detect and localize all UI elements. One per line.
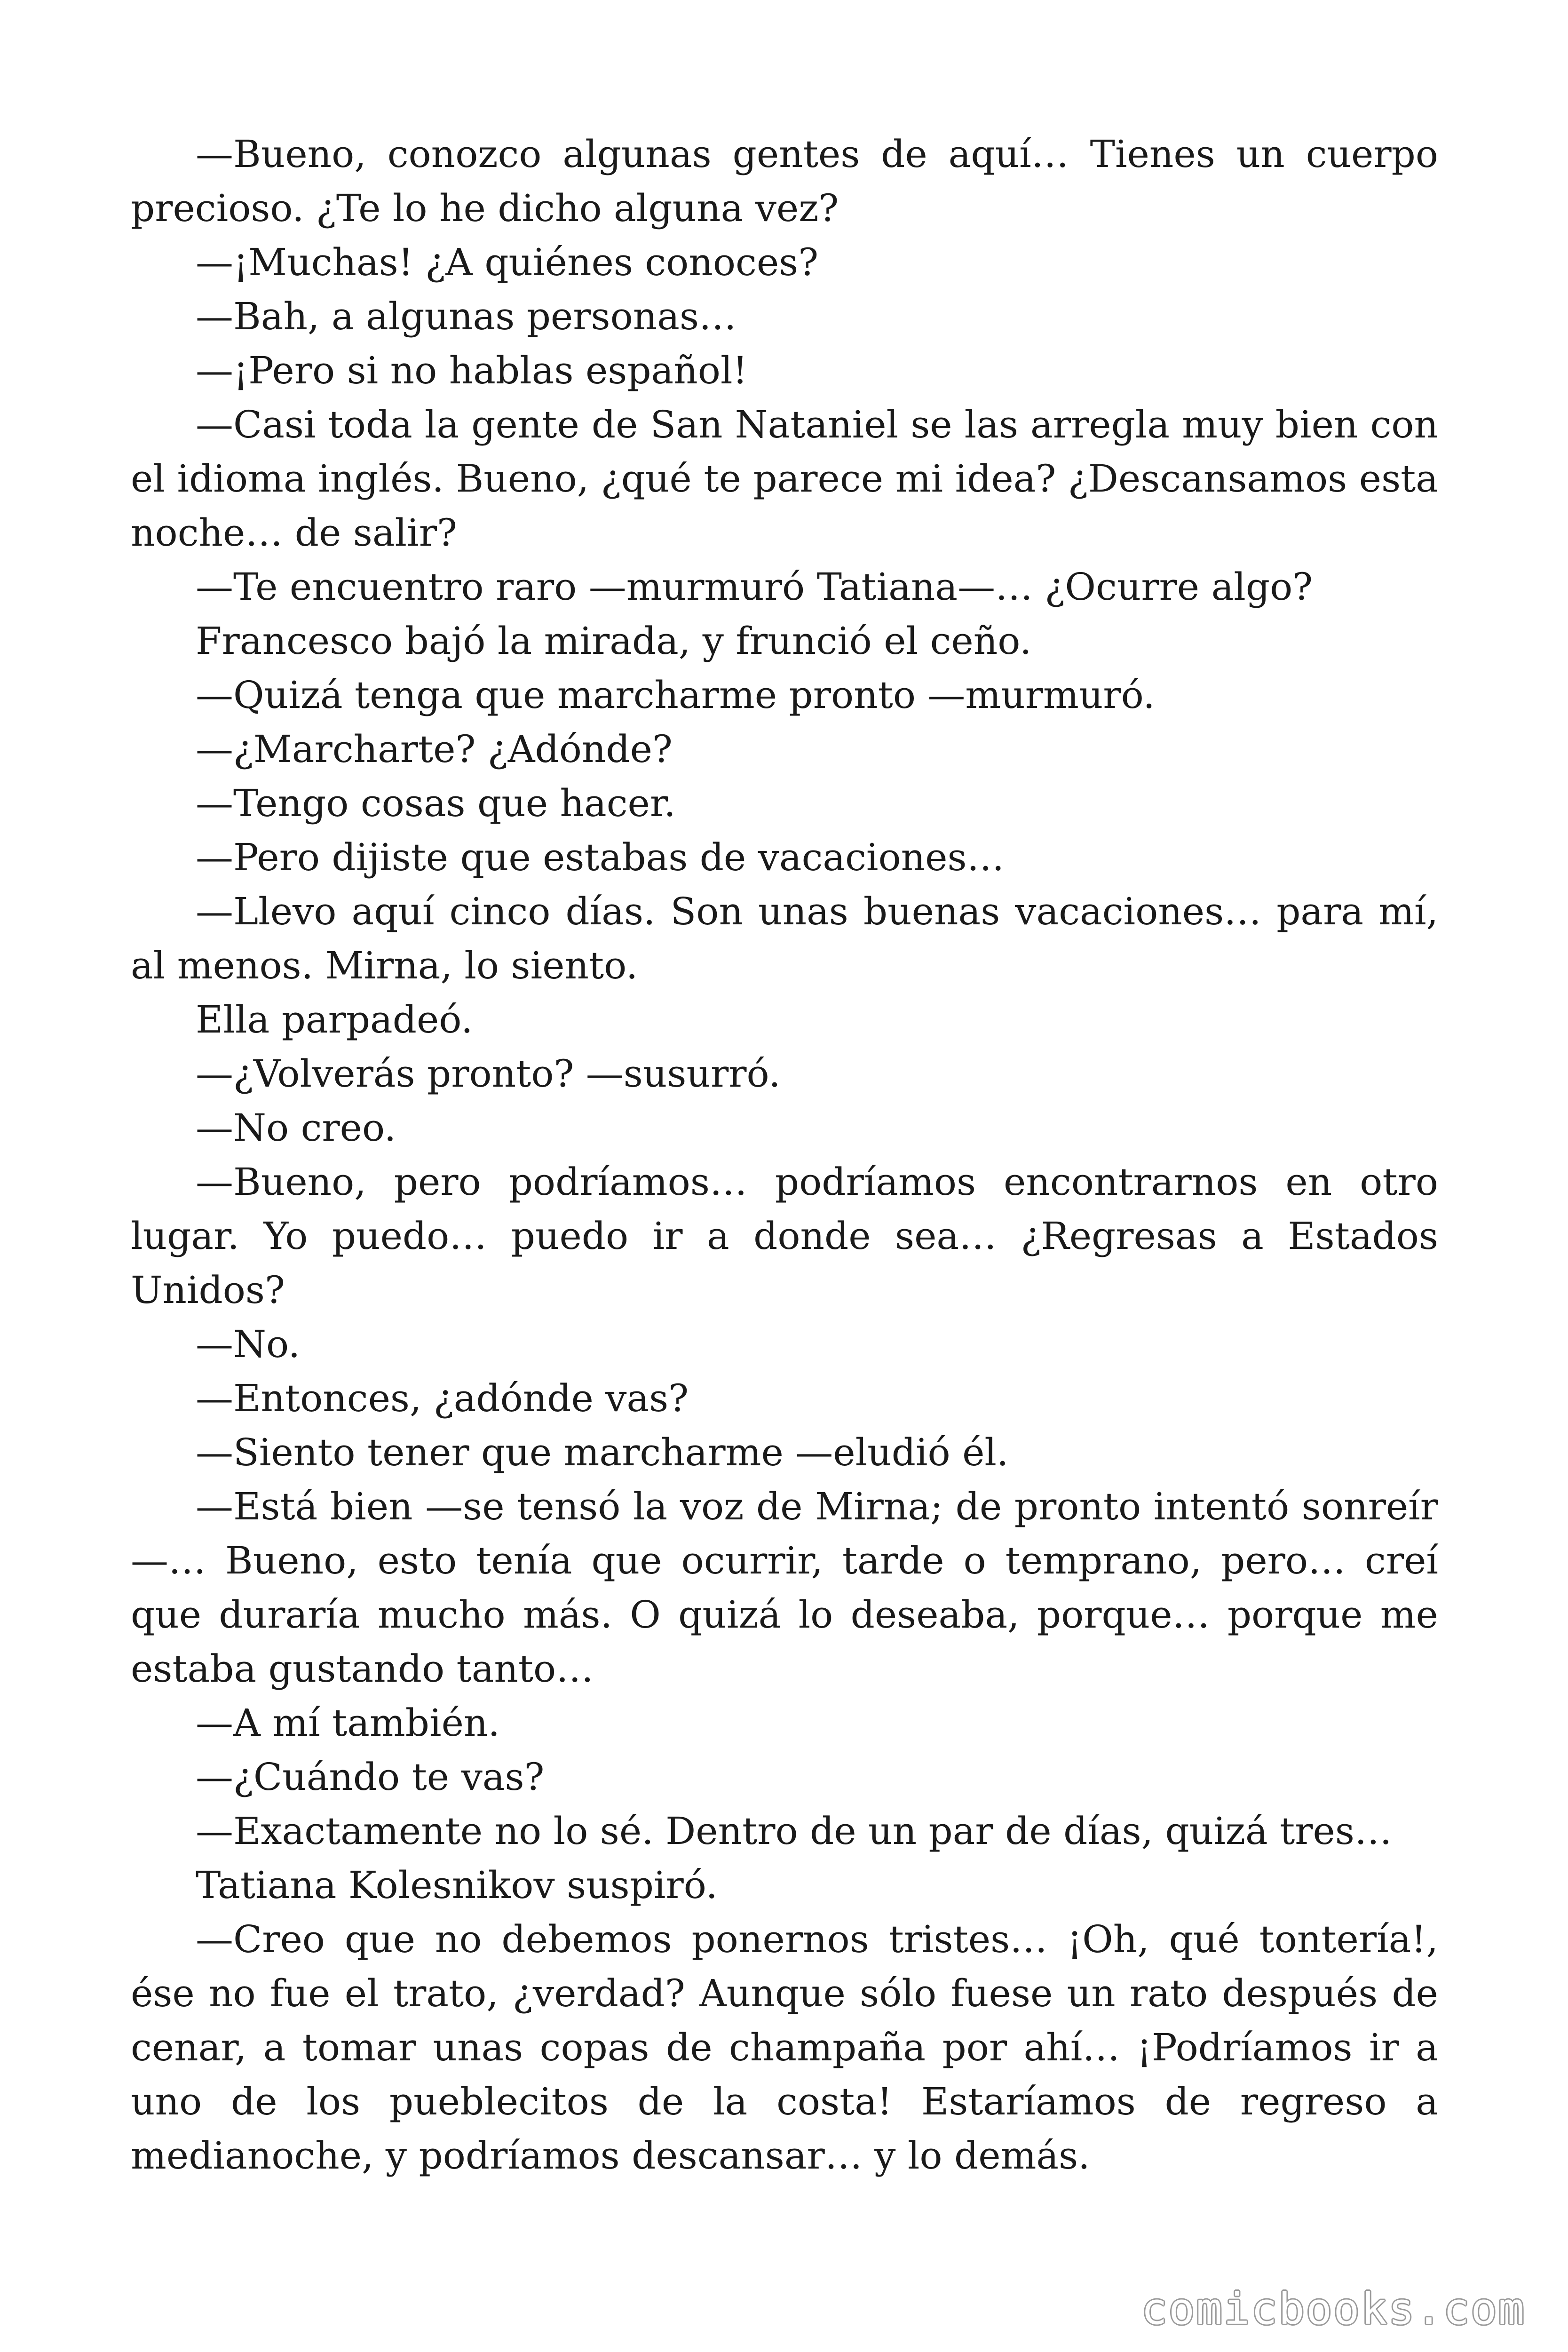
paragraph: —Bueno, conozco algunas gentes de aquí… Tienes un cuerpo precioso. ¿Te lo he dicho alguna vez? [131, 132, 1438, 230]
paragraph: —Está bien —se tensó la voz de Mirna; de pronto intentó sonreír —… Bueno, esto tenía que ocurrir, tarde o temprano, pero… creí que duraría mucho más. O quizá lo deseaba, porque… porque me estaba gustando tanto… [131, 1485, 1438, 1691]
paragraph: Tatiana Kolesnikov suspiró. [196, 1863, 718, 1907]
paragraph: Francesco bajó la mirada, y frunció el ceño. [196, 619, 1032, 663]
paragraph: —¿Cuándo te vas? [196, 1755, 545, 1799]
body-text [131, 127, 1438, 2183]
paragraph: —Bueno, pero podríamos… podríamos encontrarnos en otro lugar. Yo puedo… puedo ir a donde sea… ¿Regresas a Estados Unidos? [131, 1160, 1438, 1312]
paragraph: —Creo que no debemos ponernos tristes… ¡Oh, qué tontería!, ése no fue el trato, ¿verdad? Aunque sólo fuese un rato después de cenar, a tomar unas copas de champaña por ahí… ¡Podríamos ir a uno de los pueblecitos de la costa! Estaríamos de regreso a medianoche, y podríamos descansar… y lo demás. [131, 1917, 1438, 2177]
paragraph: Ella parpadeó. [196, 998, 473, 1041]
paragraph: —Quizá tenga que marcharme pronto —murmuró. [196, 673, 1155, 717]
paragraph: —¿Marcharte? ¿Adónde? [196, 727, 673, 771]
paragraph: —Entonces, ¿adónde vas? [196, 1376, 689, 1420]
paragraph: —Te encuentro raro —murmuró Tatiana—… ¿Ocurre algo? [196, 565, 1313, 609]
paragraph: —¿Volverás pronto? —susurró. [196, 1052, 781, 1096]
paragraph: —¡Muchas! ¿A quiénes conoces? [196, 240, 819, 284]
paragraph: —¡Pero si no hablas español! [196, 349, 748, 392]
paragraph: —No. [196, 1322, 301, 1366]
paragraph: —Casi toda la gente de San Nataniel se las arregla muy bien con el idioma inglés. Bueno, ¿qué te parece mi idea? ¿Descansamos esta noche… de salir? [131, 403, 1438, 555]
watermark: comicbooks.com [1141, 2284, 1526, 2334]
paragraph: —No creo. [196, 1106, 396, 1150]
paragraph: —Siento tener que marcharme —eludió él. [196, 1430, 1009, 1474]
paragraph: —Pero dijiste que estabas de vacaciones… [196, 835, 1005, 879]
paragraph: —Bah, a algunas personas… [196, 294, 736, 338]
paragraph: —Llevo aquí cinco días. Son unas buenas vacaciones… para mí, al menos. Mirna, lo siento. [131, 890, 1438, 987]
paragraph: —Tengo cosas que hacer. [196, 781, 676, 825]
paragraph: —Exactamente no lo sé. Dentro de un par de días, quizá tres… [196, 1809, 1392, 1853]
paragraph: —A mí también. [196, 1701, 500, 1745]
